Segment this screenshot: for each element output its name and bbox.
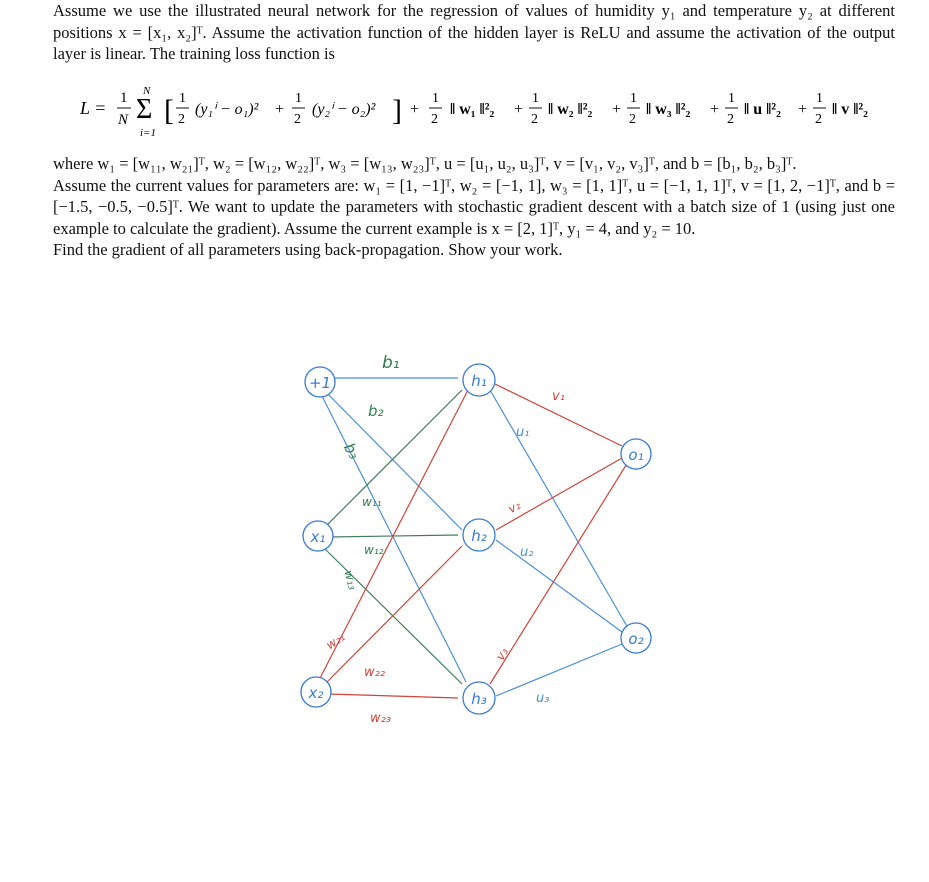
eq-term1: (y₁ⁱ − o₁)² — [195, 101, 259, 118]
eq-half-den-6: 2 — [727, 112, 734, 127]
node-bias — [305, 367, 335, 397]
label-w22: w₂₂ — [364, 665, 386, 680]
label-w13: w₁₃ — [341, 568, 361, 592]
eq-half-num-5: 1 — [630, 91, 637, 106]
label-b3: b₃ — [340, 439, 364, 463]
task-text: Find the gradient of all parameters using back-propagation. Show your work. — [53, 240, 563, 259]
label-w21: w₂₁ — [323, 629, 348, 653]
eq-reg-u: ‖ u ‖²₂ — [744, 101, 781, 118]
loss-equation — [80, 80, 880, 144]
node-x2-label: x₂ — [308, 684, 324, 702]
eq-half-num-4: 1 — [532, 91, 539, 106]
edge-h3-o2 — [496, 644, 622, 696]
edge-h2-o1 — [496, 458, 622, 530]
node-x1-label: x₁ — [310, 528, 326, 546]
loss-equation-svg — [80, 80, 880, 144]
node-h1-label: h₁ — [471, 372, 487, 390]
eq-half-num-7: 1 — [816, 91, 823, 106]
eq-term2: (y₂ⁱ − o₂)² — [312, 101, 376, 118]
problem-intro — [53, 0, 895, 65]
eq-sum-top: N — [143, 85, 151, 97]
label-w12: w₁₂ — [364, 543, 384, 557]
eq-plus-3: + — [514, 101, 524, 118]
node-h3-label: h₃ — [471, 690, 487, 708]
network-svg — [290, 350, 670, 740]
eq-half-den-3: 2 — [431, 112, 438, 127]
label-u3: u₃ — [536, 691, 550, 706]
node-bias-label: +1 — [308, 374, 332, 392]
eq-lhs: L = — [80, 98, 107, 118]
label-v3: v₃ — [492, 645, 512, 663]
node-o2-label: o₂ — [628, 630, 644, 648]
label-v1: v₁ — [552, 389, 565, 404]
node-h2 — [463, 519, 495, 551]
eq-plus-1: + — [275, 101, 285, 118]
eq-sum-sign: Σ — [136, 94, 153, 125]
eq-half-den-7: 2 — [815, 112, 822, 127]
eq-reg-v: ‖ v ‖²₂ — [832, 101, 868, 118]
node-x1 — [303, 521, 333, 551]
label-b2: b₂ — [368, 402, 384, 420]
eq-half-num-2: 1 — [295, 91, 302, 106]
eq-reg-w1: ‖ w₁ ‖²₂ — [450, 101, 495, 118]
label-v2: v₂ — [505, 497, 523, 517]
eq-bracket-close: ] — [392, 94, 402, 127]
eq-reg-w3: ‖ w₃ ‖²₂ — [646, 101, 691, 118]
edge-x2-h3 — [328, 694, 458, 698]
label-u1: u₁ — [516, 425, 530, 440]
node-o1-label: o₁ — [628, 446, 644, 464]
current-values-text: Assume the current values for parameters are: w₁ = [1, −1]ᵀ, w₂ = [−1, 1], w₃ = [1, 1]ᵀ, u = [−1, 1, 1]ᵀ, v = [1, 2, −1]ᵀ, and b = [−1.5, −0.5, −0.5]ᵀ. We want to update the parameters with stochastic gradient descent with a batch size of 1 (using just one example to calculate the gradient). Assume the current example is x = [2, 1]ᵀ, y₁ = 4, and y₂ = 10. — [53, 175, 895, 238]
node-h2-label: h₂ — [471, 527, 487, 545]
node-o2 — [621, 623, 651, 653]
eq-frac-N: N — [118, 112, 129, 128]
node-o1 — [621, 439, 651, 469]
eq-half-den-1: 2 — [178, 112, 185, 127]
eq-plus-4: + — [612, 101, 622, 118]
eq-frac-one: 1 — [120, 90, 128, 106]
definitions-text: where w₁ = [w₁₁, w₂₁]ᵀ, w₂ = [w₁₂, w₂₂]ᵀ, w₃ = [w₁₃, w₂₃]ᵀ, u = [u₁, u₂, u₃]ᵀ, v = [v₁, v₂, v₃]ᵀ, and b = [b₁, b₂, b₃]ᵀ. — [53, 154, 797, 173]
neural-network-diagram — [290, 350, 670, 740]
eq-half-den-2: 2 — [294, 112, 301, 127]
label-b1: b₁ — [382, 353, 400, 373]
label-u2: u₂ — [520, 545, 534, 560]
label-w23: w₂₃ — [370, 711, 392, 726]
eq-half-den-4: 2 — [531, 112, 538, 127]
eq-half-num-6: 1 — [728, 91, 735, 106]
node-x2 — [301, 677, 331, 707]
eq-half-num-1: 1 — [179, 91, 186, 106]
problem-body — [53, 153, 895, 261]
eq-half-den-5: 2 — [629, 112, 636, 127]
eq-half-num-3: 1 — [432, 91, 439, 106]
intro-text: Assume we use the illustrated neural network for the regression of values of humidity y₁ and temperature y₂ at different positions x = [x₁, x₂]ᵀ. Assume the activation function of the hidden layer is ReLU and assume the activation of the output layer is linear. The training loss function is — [53, 1, 895, 63]
node-h3 — [463, 682, 495, 714]
eq-plus-6: + — [798, 101, 808, 118]
eq-reg-w2: ‖ w₂ ‖²₂ — [548, 101, 593, 118]
eq-bracket-open: [ — [164, 94, 174, 127]
eq-plus-5: + — [710, 101, 720, 118]
eq-sum-bottom: i=1 — [140, 127, 156, 139]
label-w11: w₁₁ — [362, 495, 382, 509]
node-h1 — [463, 364, 495, 396]
eq-plus-2: + — [410, 101, 420, 118]
